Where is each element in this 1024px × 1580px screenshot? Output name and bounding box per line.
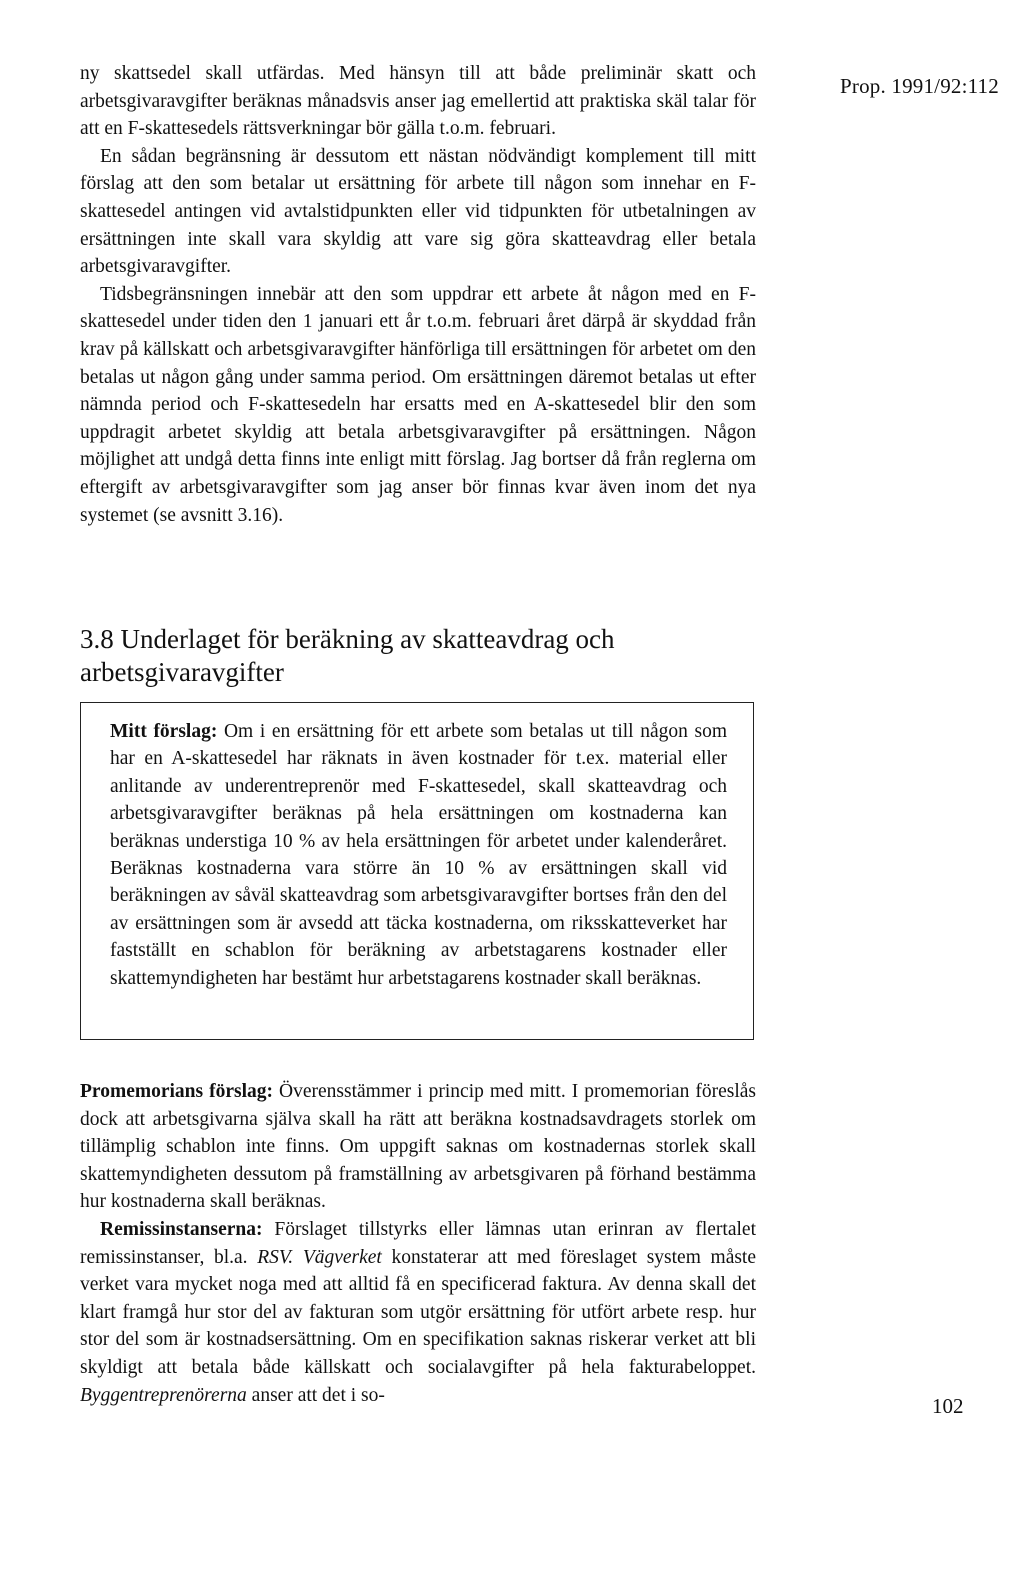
remiss-rsv: RSV. xyxy=(257,1246,294,1268)
remiss-text-2: konstaterar att med föreslaget system måste verket vara mycket noga med att alltid få en specificerad faktura. Av denna skall det klart framgå hur stor del av fakturan som utgör ersättning för utfört arbete resp. hur stor del som är kostnadsersättning. Om en specifikation saknas riskerar verket att bli skyldigt att betala både källskatt och socialavgifter på hela fakturabeloppet. xyxy=(80,1246,757,1378)
document-reference: Prop. 1991/92:112 xyxy=(840,74,999,98)
remiss-paragraph xyxy=(80,1216,756,1409)
paragraph-continuation: ny skattsedel skall utfärdas. Med hänsyn till att både preliminär skatt och arbetsgivaravgifter beräknas månadsvis anser jag emellertid att praktiska skäl talar för att en F-skattesedels rättsverkningar bör gälla t.o.m. februari. xyxy=(80,63,756,140)
promemoria-text: Överensstämmer i princip med mitt. I promemorian föreslås dock att arbetsgivarna själva skall ha rätt att beräkna kostnadsavdragets storlek om tillämplig schablon inte finns. Om uppgift saknas om kostnadernas storlek skall skattemyndigheten dessutom på framställning av arbetsgivaren på förhand bestämma hur kostnaderna skall beräknas. xyxy=(80,1081,756,1213)
remiss-vagverket: Vägverket xyxy=(302,1246,382,1268)
proposal-paragraph xyxy=(110,718,727,992)
page-number: 102 xyxy=(932,1394,964,1418)
remiss-label: Remissinstanserna: xyxy=(100,1218,263,1240)
proposal-box xyxy=(80,702,754,1040)
body-text-lower xyxy=(80,1078,756,1409)
promemoria-label: Promemorians förslag: xyxy=(80,1081,274,1102)
remiss-byggentreprenorerna: Byggentreprenörerna xyxy=(80,1384,247,1406)
section-heading: 3.8 Underlaget för beräkning av skatteavdrag och arbetsgivaravgifter xyxy=(80,624,615,687)
paragraph-time-limit: Tidsbegränsningen innebär att den som uppdrar ett arbete åt någon med en F-skattesedel under tiden den 1 januari ett år t.o.m. februari året därpå är skyddad från krav på källskatt och arbetsgivaravgifter hänförliga till ersättningen för arbetet om den betalas ut någon gång under samma period. Om ersättningen däremot betalas ut efter nämnda period och F-skattesedeln har ersatts med en A-skattesedel blir den som uppdragit arbetet skyldig att betala arbetsgivaravgifter på ersättningen. Någon möjlighet att undgå detta finns inte enligt mitt förslag. Jag bortser då från reglerna om eftergift av arbetsgivaravgifter som jag anser bör finnas kvar även inom det nya systemet (se avsnitt 3.16). xyxy=(80,283,756,526)
promemoria-paragraph xyxy=(80,1078,756,1216)
body-text-upper xyxy=(80,60,756,529)
paragraph-complement: En sådan begränsning är dessutom ett nästan nödvändigt komplement till mitt förslag att den som betalar ut ersättning för arbete till någon som innehar en F-skattesedel antingen vid avtalstidpunkten eller vid tidpunkten för utbetalningen av ersättningen inte skall vara skyldig att vare sig göra skatteavdrag eller betala arbetsgivaravgifter. xyxy=(80,145,756,278)
proposal-text: Om i en ersättning för ett arbete som betalas ut till någon som har en A-skattesedel har räknats in även kostnader för t.ex. material eller anlitande av underentreprenör med F-skattesedel, skall skatteavdrag och arbetsgivaravgifter beräknas på hela ersättningen om kostnaderna kan beräknas understiga 10 % av hela ersättningen för arbetet under kalenderåret. Beräknas kostnaderna vara större än 10 % av ersättningen skall vid beräkningen av såväl skatteavdrag som arbetsgivaravgifter bortses från den del av ersättningen som är avsedd att täcka kostnaderna, om riksskatteverket har fastställt en schablon för beräkning av arbetstagarens kostnader eller skattemyndigheten har bestämt hur arbetstagarens kostnader skall beräknas. xyxy=(110,721,727,989)
remiss-space xyxy=(293,1247,303,1268)
remiss-text-1: Förslaget tillstyrks eller lämnas utan erinran av flertalet remissinstanser, bl.a. xyxy=(80,1218,756,1268)
remiss-text-3: anser att det i so- xyxy=(246,1384,385,1406)
proposal-label: Mitt förslag: xyxy=(110,721,218,742)
